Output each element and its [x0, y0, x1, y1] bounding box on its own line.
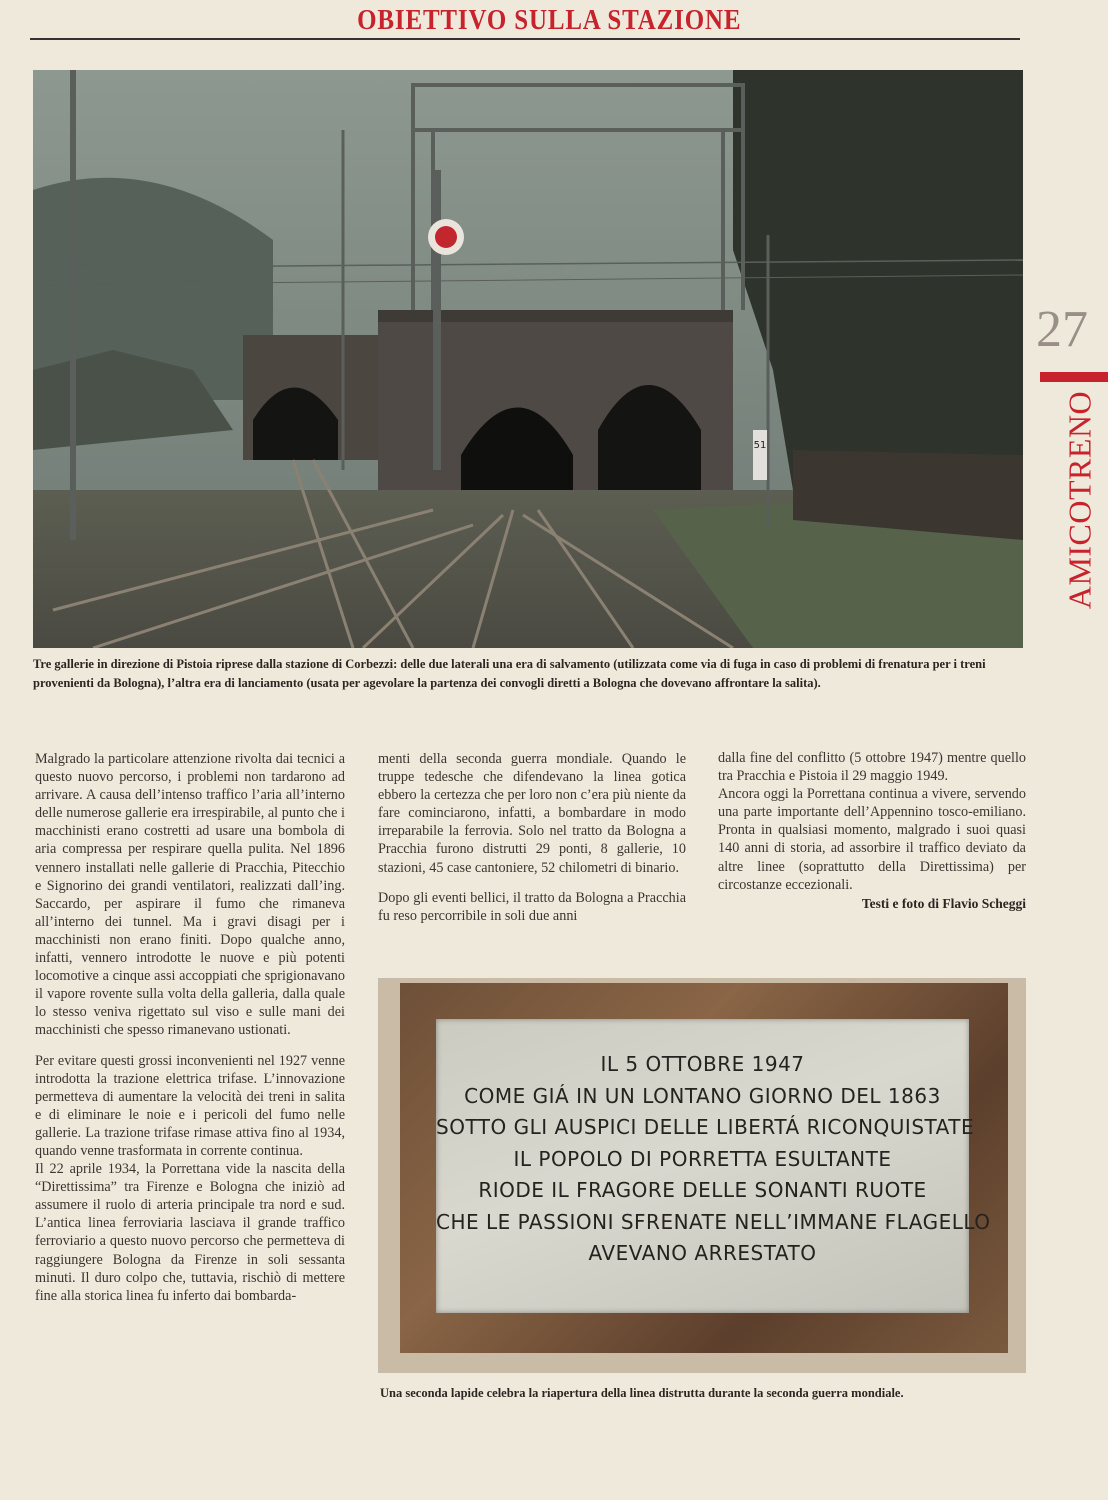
- article-paragraph: dalla fine del conflitto (5 ottobre 1947) mentre quello tra Pracchia e Pistoia il 29 maggio 1949.: [718, 750, 1026, 785]
- article-paragraph: Malgrado la particolare attenzione rivolta dai tecnici a questo nuovo percorso, i problemi non tardarono ad arrivare. A causa dell’intenso traffico l’aria all’interno delle numerose gallerie era irrespirabile, al punto che i macchinisti erano costretti ad usare una bombola di aria compressa per respirare quella pulita. Nel 1896 vennero installati nelle gallerie di Pracchia, Pitecchio e Signorino dei grandi ventilatori, realizzati dall’ing. Saccardo, per aspirare il fumo che rimaneva all’interno dei tunnel. Ma i gravi disagi per i macchinisti non erano finiti. Dopo qualche anno, infatti, vennero introdotte le nuove e più potenti locomotive a cinque assi accoppiati che sprigionavano il vapore rovente sulla volta della galleria, dalla quale lo stesso veniva rigettato sul viso e sulle mani dei macchinisti che spesso rimanevano ustionati.: [35, 751, 345, 1039]
- page-number: 27: [1036, 301, 1088, 358]
- plaque-line: CHE LE PASSIONI SFRENATE NELL’IMMANE FLAGELLO: [436, 1209, 991, 1234]
- article-paragraph: menti della seconda guerra mondiale. Quando le truppe tedesche che difendevano la linea gotica ebbero la certezza che per loro non c’era più niente da fare cominciarono, infatti, a bombardare in modo irreparabile la ferrovia. Solo nel tratto da Bologna a Pracchia furono distrutti 29 ponti, 8 gallerie, 10 stazioni, 45 case cantoniere, 52 chilometri di binario.: [378, 751, 686, 876]
- plaque-line: IL 5 OTTOBRE 1947: [600, 1052, 805, 1076]
- km-marker-number: 51: [753, 440, 767, 451]
- magazine-brand: AMICOTRENO: [1061, 390, 1098, 610]
- article-paragraph: Dopo gli eventi bellici, il tratto da Bologna a Pracchia fu reso percorribile in soli due anni: [378, 889, 686, 924]
- article-column-1: [35, 750, 345, 1317]
- page-marker-bar: [1040, 372, 1108, 382]
- section-title: OBIETTIVO SULLA STAZIONE: [357, 4, 742, 36]
- photo-caption: Tre gallerie in direzione di Pistoia riprese dalla stazione di Corbezzi: delle due laterali una era di salvamento (utilizzata come via di fuga in caso di problemi di frenatura per i treni provenienti da Bologna), l’altra era di lanciamento (usata per agevolare la partenza dei convogli diretti a Bologna che dovevano affrontare la salita).: [33, 657, 986, 690]
- plaque-inscription: [436, 1049, 991, 1270]
- article-paragraph: Ancora oggi la Porrettana continua a vivere, servendo una parte importante dell’Appennino tosco-emiliano. Pronta in qualsiasi momento, malgrado i suoi quasi 140 anni di storia, ad assorbire il traffico deviato da altre linee (soprattutto della Direttissima) per circostanze eccezionali.: [718, 786, 1026, 893]
- header-rule: [30, 38, 1020, 40]
- article-column-3: [718, 749, 1026, 913]
- plaque-caption: Una seconda lapide celebra la riapertura della linea distrutta durante la seconda guerra mondiale.: [380, 1386, 904, 1400]
- memorial-plaque-photo: [378, 978, 1026, 1373]
- article-column-2: [378, 750, 686, 937]
- plaque-line: SOTTO GLI AUSPICI DELLE LIBERTÁ RICONQUISTATE: [436, 1115, 975, 1139]
- plaque-marble-frame: [400, 983, 1008, 1353]
- plaque-line: AVEVANO ARRESTATO: [588, 1241, 817, 1265]
- tunnels-photo: [33, 70, 1023, 648]
- article-paragraph: Per evitare questi grossi inconvenienti nel 1927 venne introdotta la trazione elettrica trifase. L’innovazione permetteva di aumentare la velocità dei treni in salita e di eliminare le noie e i pericoli del fumo nelle gallerie. La trazione trifase rimase attiva fino al 1934, quando venne trasformata in corrente continua.: [35, 1052, 345, 1159]
- plaque-slab: [436, 1019, 991, 1313]
- km-marker-sign: [753, 430, 767, 480]
- plaque-line: IL POPOLO DI PORRETTA ESULTANTE: [513, 1146, 892, 1171]
- article-paragraph: Il 22 aprile 1934, la Porrettana vide la nascita della “Direttissima” tra Firenze e Bologna che iniziò ad assumere il ruolo di arteria principale tra nord e sud. L’antica linea ferroviaria lasciava il grande traffico ferroviario a questo nuovo percorso che permetteva di raggiungere Bologna da Firenze in soli sessanta minuti. Il duro colpo che, tuttavia, rischiò di mettere fine alla storica linea fu inferto dai bombarda-: [35, 1161, 345, 1304]
- author-credit: Testi e foto di Flavio Scheggi: [861, 895, 1026, 911]
- plaque-line: RIODE IL FRAGORE DELLE SONANTI RUOTE: [478, 1178, 927, 1202]
- plaque-line: COME GIÁ IN UN LONTANO GIORNO DEL 1863: [464, 1083, 941, 1108]
